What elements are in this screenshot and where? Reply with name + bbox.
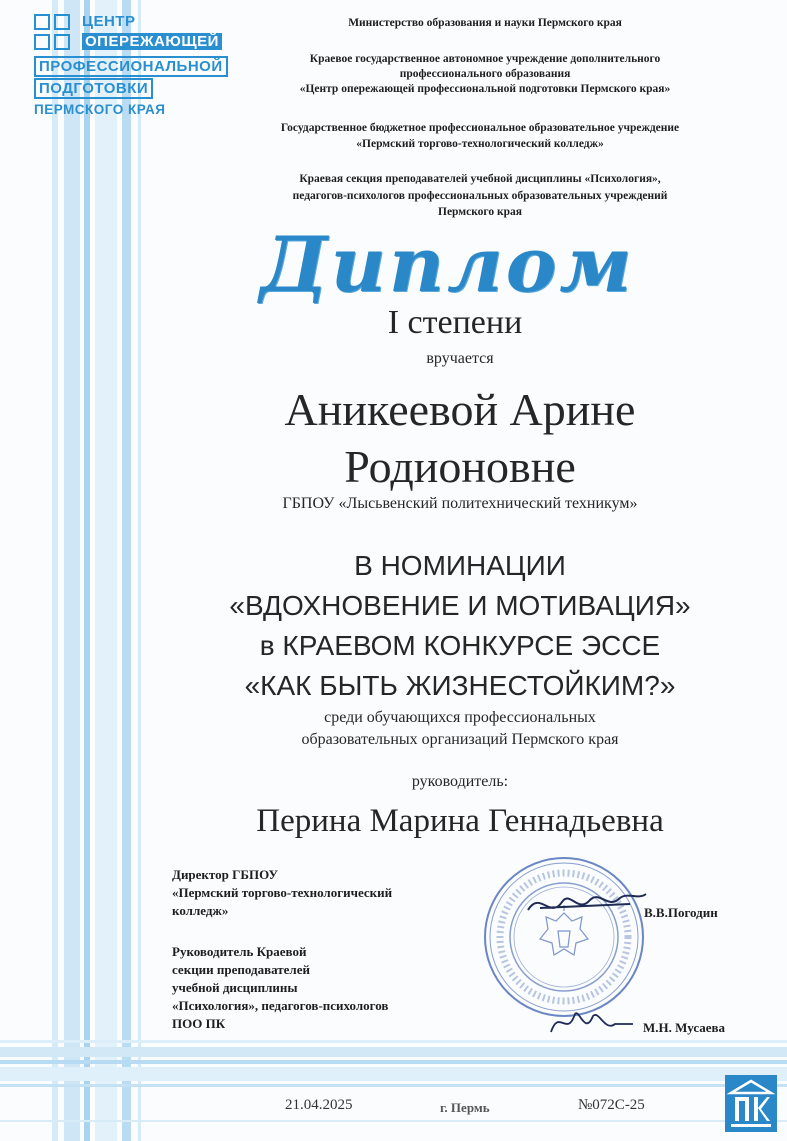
recipient-name-line-2: Родионовне	[344, 441, 576, 492]
director-signature-icon	[520, 880, 650, 930]
director-title-line-3: колледж»	[172, 903, 229, 918]
nomination-line-2: «ВДОХНОВЕНИЕ И МОТИВАЦИЯ»	[229, 590, 691, 621]
logo-line-4: ПОДГОТОВКИ	[34, 78, 153, 99]
logo-line-3: ПРОФЕССИОНАЛЬНОЙ	[34, 56, 228, 77]
awarded-text: вручается	[426, 350, 494, 367]
college-logo-icon	[725, 1075, 777, 1132]
nomination-line-3: в КРАЕВОМ КОНКУРСЕ ЭССЕ	[259, 630, 661, 661]
among-text-line-2: образовательных организаций Пермского края	[301, 731, 619, 748]
college-name-line-2: «Пермский торгово-технологический колледж»	[356, 138, 604, 150]
logo-line-5: ПЕРМСКОГО КРАЯ	[34, 102, 166, 117]
nomination-line-4: «КАК БЫТЬ ЖИЗНЕСТОЙКИМ?»	[244, 670, 676, 701]
director-name: В.В.Погодин	[644, 905, 718, 920]
supervisor-label: руководитель:	[411, 773, 509, 790]
diploma-number: №072С-25	[578, 1097, 645, 1113]
diploma-title-text: Диплом	[260, 220, 635, 309]
logo-line-2: ОПЕРЕЖАЮЩЕЙ	[82, 33, 222, 50]
center-name-line-1: Краевое государственное автономное учреждение дополнительного	[309, 53, 661, 65]
section-head-title-line-3: учебной дисциплины	[172, 980, 298, 995]
issue-city: г. Пермь	[440, 1100, 490, 1115]
center-name-line-3: «Центр опережающей профессиональной подготовки Пермского края»	[299, 83, 671, 95]
section-name-line-3: Пермского края	[438, 206, 522, 218]
supervisor-name: Перина Марина Геннадьевна	[256, 803, 664, 839]
section-name-line-2: педагогов-психологов профессиональных образовательных учреждений	[292, 190, 668, 202]
section-head-title-line-5: ПОО ПК	[172, 1016, 226, 1031]
among-text-line-1: среди обучающихся профессиональных	[324, 709, 596, 726]
recipient-name-line-1: Аникеевой Арине	[284, 384, 636, 435]
copp-logo	[34, 12, 249, 120]
section-head-name: М.Н. Мусаева	[643, 1020, 726, 1035]
section-name-line-1: Краевая секция преподавателей учебной дисциплины «Психология»,	[299, 173, 661, 185]
nomination-line-1: В НОМИНАЦИИ	[354, 550, 566, 581]
diploma-title	[260, 220, 710, 310]
section-head-title-line-1: Руководитель Краевой	[172, 944, 307, 959]
copp-logo-mark-icon	[34, 14, 74, 54]
director-title-line-2: «Пермский торгово-технологический	[172, 885, 393, 900]
recipient-organization: ГБПОУ «Лысьвенский политехнический техникум»	[282, 495, 638, 512]
ministry-name: Министерство образования и науки Пермского края	[348, 17, 622, 29]
college-name-line-1: Государственное бюджетное профессиональное образовательное учреждение	[280, 122, 680, 134]
center-name-line-2: профессионального образования	[399, 68, 571, 80]
issue-date: 21.04.2025	[285, 1097, 353, 1113]
section-head-title-line-2: секции преподавателей	[172, 962, 310, 977]
section-head-signature-icon	[545, 1002, 635, 1042]
section-head-title-line-4: «Психология», педагогов-психологов	[172, 998, 389, 1013]
degree-text: I степени	[387, 304, 523, 341]
director-title-line-1: Директор ГБПОУ	[172, 867, 279, 882]
logo-line-1: ЦЕНТР	[82, 13, 136, 30]
